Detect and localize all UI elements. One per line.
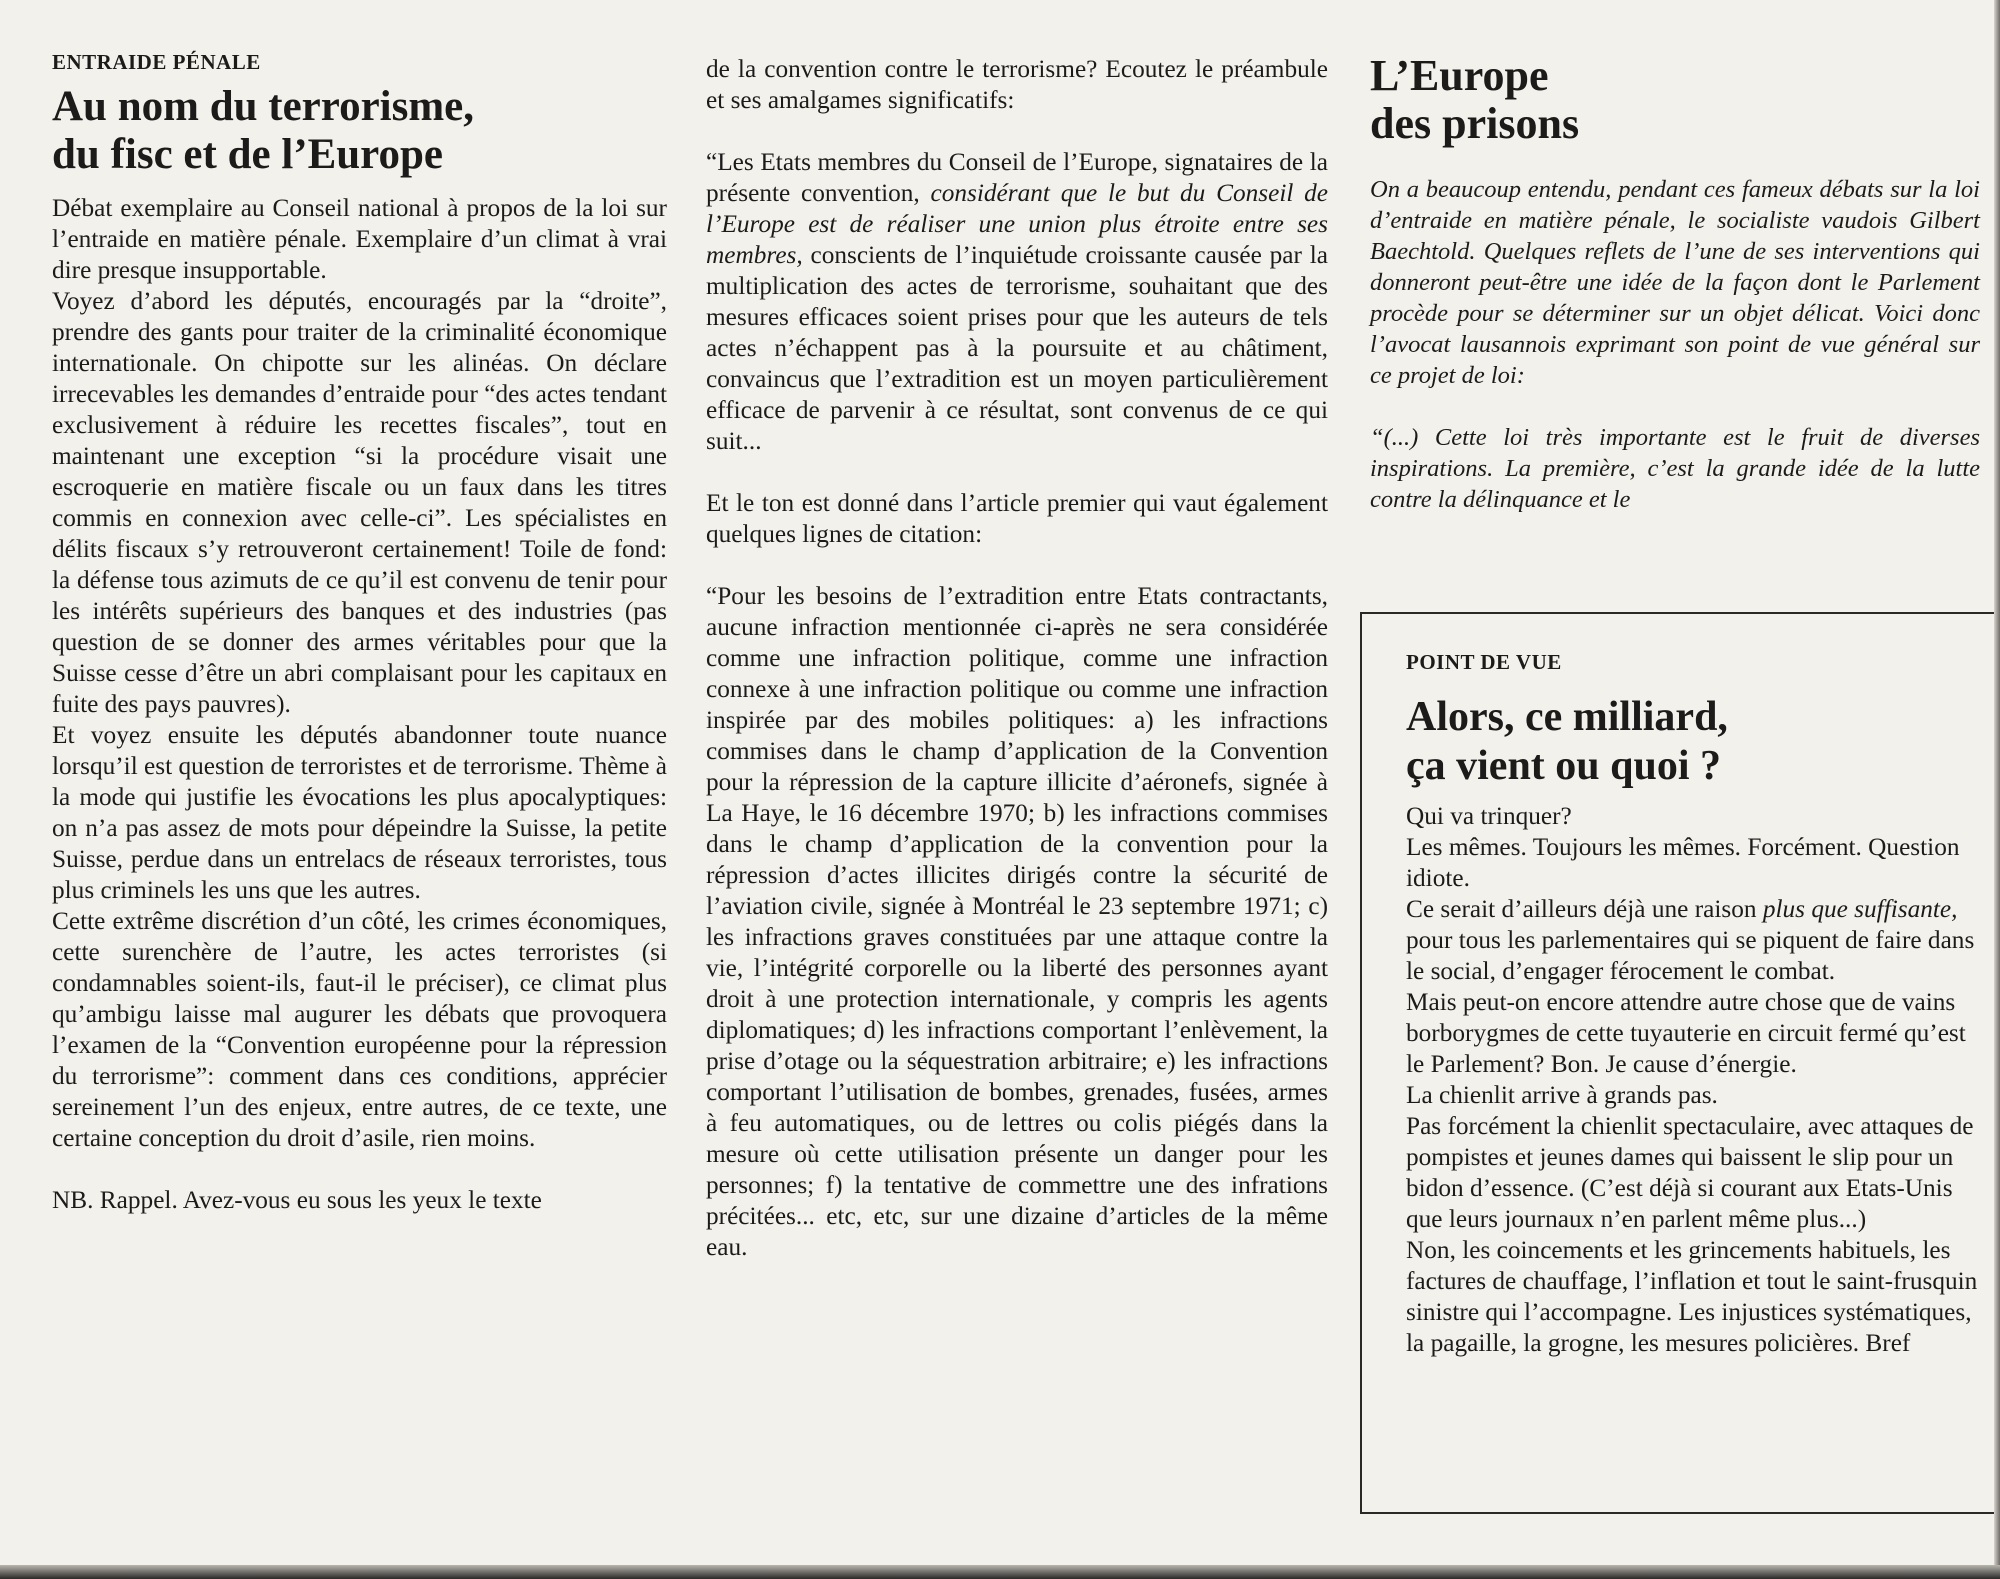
quote-paragraph bbox=[706, 147, 1328, 457]
title-line: Alors, ce milliard, bbox=[1406, 694, 1728, 740]
paragraph: Et le ton est donné dans l’article premier qui vaut également quelques lignes de citation: bbox=[706, 489, 1328, 548]
paragraph: La chienlit arrive à grands pas. bbox=[1406, 1081, 1718, 1109]
article-title bbox=[1370, 52, 1980, 148]
quote-paragraph: “(...) Cette loi très importante est le fruit de diverses inspirations. La première, c’est la grande idée de la lutte contre la délinquance et le bbox=[1370, 424, 1980, 513]
page-fold-shadow bbox=[0, 1565, 2000, 1579]
paragraph: Pas forcément la chienlit spectaculaire, avec attaques de pompistes et jeunes dames qui baissent le slip pour un bidon d’essence. (C’est déjà si courant aux Etats-Unis que leurs journaux n’en parlent même plus...) bbox=[1406, 1112, 1974, 1233]
paragraph bbox=[1406, 894, 1984, 987]
title-line: des prisons bbox=[1370, 99, 1580, 148]
paragraph: Mais peut-on encore attendre autre chose que de vains borborygmes de cette tuyauterie en circuit fermé qu’est le Parlement? Bon. Je cause d’énergie. bbox=[1406, 988, 1966, 1078]
box-content bbox=[1406, 650, 1984, 1359]
paragraph: Cette extrême discrétion d’un côté, les crimes économiques, cette surenchère de l’autre, les actes terroristes (si condamnables soient-ils, faut-il le préciser), ce climat plus qu’ambigu laisse mal augurer les débats que provoquera l’examen de la “Convention européenne pour la répression du terrorisme”: comment dans ces conditions, apprécier sereinement l’un des enjeux, entre autres, de ce texte, une certaine conception du droit d’asile, rien moins. bbox=[52, 907, 667, 1152]
article-kicker: ENTRAIDE PÉNALE bbox=[52, 50, 261, 74]
box-kicker: POINT DE VUE bbox=[1406, 650, 1562, 674]
title-line: Au nom du terrorisme, bbox=[52, 83, 475, 130]
intro-paragraph: On a beaucoup entendu, pendant ces fameux débats sur la loi d’entraide en matière pénale, le socialiste vaudois Gilbert Baechtold. Quelques reflets de l’une de ses interventions qui donneront peut-être une idée de la façon dont le Parlement procède pour se déterminer sur un objet délicat. Voici donc l’avocat lausannois exprimant son point de vue général sur ce projet de loi: bbox=[1370, 176, 1980, 389]
title-line: ça vient ou quoi ? bbox=[1406, 743, 1722, 789]
text: pour tous les parlementaires qui se piquent de faire dans le social, d’engager férocement le combat. bbox=[1406, 926, 1975, 985]
box-title bbox=[1406, 693, 1984, 791]
text: Ce serait d’ailleurs déjà une raison bbox=[1406, 895, 1763, 923]
page-edge-shadow bbox=[1994, 0, 2000, 1579]
point-de-vue-box bbox=[1360, 612, 2000, 1514]
article-column-3 bbox=[1370, 52, 1980, 515]
paragraph: Les mêmes. Toujours les mêmes. Forcément. Question idiote. bbox=[1406, 833, 1960, 892]
title-line: L’Europe bbox=[1370, 51, 1549, 100]
quote-text: “Les Etats membres du Conseil de l’Europe, signataires de la présente convention, bbox=[706, 148, 1328, 207]
paragraph: Non, les coincements et les grincements habituels, les factures de chauffage, l’inflation et tout le saint-frusquin sinistre qui l’accompagne. Les injustices systématiques, la pagaille, la grogne, les mesures policières. Bref bbox=[1406, 1236, 1978, 1357]
paragraph: NB. Rappel. Avez-vous eu sous les yeux le texte bbox=[52, 1186, 542, 1214]
italic-text: plus que suffisante, bbox=[1762, 895, 1958, 923]
article-column-1 bbox=[52, 50, 667, 1216]
paragraph: Voyez d’abord les députés, encouragés par la “droite”, prendre des gants pour traiter de la criminalité économique internationale. On chipotte sur les alinéas. On déclare irrecevables les demandes d’entraide pour “des actes tendant exclusivement à réduire les recettes fiscales”, tout en maintenant une exception “si la procédure visait une escroquerie en matière fiscale ou un faux dans les titres commis en connexion avec celle-ci”. Les spécialistes en délits fiscaux s’y retrouveront certainement! Toile de fond: la défense tous azimuts de ce qu’il est convenu de tenir pour les intérêts supérieurs des banques et des industries (pas question de se donner des armes véritables pour que la Suisse cesse d’être un abri complaisant pour les capitaux en fuite des pays pauvres). bbox=[52, 287, 667, 718]
article-title bbox=[52, 83, 667, 179]
article-column-2 bbox=[706, 54, 1328, 1263]
paragraph: de la convention contre le terrorisme? Ecoutez le préambule et ses amalgames significatifs: bbox=[706, 55, 1328, 114]
paragraph: Débat exemplaire au Conseil national à propos de la loi sur l’entraide en matière pénale. Exemplaire d’un climat à vrai dire presque insupportable. bbox=[52, 194, 667, 284]
quote-italic-text: considérant que le but du Conseil de l’Europe est de réaliser une union plus étroite entre ses membres, bbox=[706, 179, 1328, 269]
quote-text: conscients de l’inquiétude croissante causée par la multiplication des actes de terrorisme, souhaitant que des mesures efficaces soient prises pour que les auteurs de tels actes n’échappent pas à la poursuite et au châtiment, convaincus que l’extradition est un moyen particulièrement efficace de parvenir à ce résultat, sont convenus de ce qui suit... bbox=[706, 241, 1328, 455]
quote-paragraph: “Pour les besoins de l’extradition entre Etats contractants, aucune infraction mentionnée ci-après ne sera considérée comme une infraction politique, comme une infraction connexe à une infraction politique ou comme une infraction inspirée par des mobiles politiques: a) les infractions commises dans le champ d’application de la Convention pour la répression de la capture illicite d’aéronefs, signée à La Haye, le 16 décembre 1970; b) les infractions commises dans le champ d’application de la convention pour la répression d’actes illicites dirigés contre la sécurité de l’aviation civile, signée à Montréal le 23 septembre 1971; c) les infractions graves constituées par une attaque contre la vie, l’intégrité corporelle ou la liberté des personnes ayant droit à une protection internationale, y compris les agents diplomatiques; d) les infractions comportant l’enlèvement, la prise d’otage ou la séquestration arbitraire; e) les infractions comportant l’utilisation de bombes, grenades, fusées, armes à feu automatiques, ou de lettres ou colis piégés dans la mesure où cette utilisation présente un danger pour les personnes; f) la tentative de commettre une des infrations précitées... etc, etc, sur une dizaine d’articles de la même eau. bbox=[706, 582, 1328, 1261]
title-line: du fisc et de l’Europe bbox=[52, 131, 443, 178]
paragraph: Et voyez ensuite les députés abandonner toute nuance lorsqu’il est question de terroristes et de terrorisme. Thème à la mode qui justifie les évocations les plus apocalyptiques: on n’a pas assez de mots pour dépeindre la Suisse, la petite Suisse, perdue dans un entrelacs de réseaux terroristes, tous plus criminels les uns que les autres. bbox=[52, 721, 667, 904]
paragraph: Qui va trinquer? bbox=[1406, 802, 1572, 830]
